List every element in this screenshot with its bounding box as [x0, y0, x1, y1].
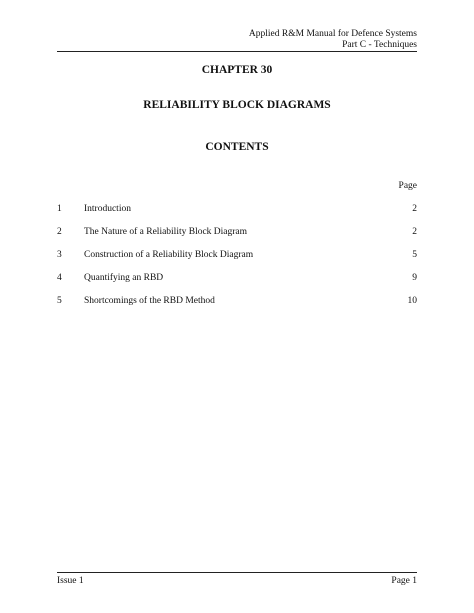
toc-entry-title[interactable]: Construction of a Reliability Block Diagram — [84, 250, 254, 260]
running-header — [249, 29, 417, 51]
toc-entry-page: 2 — [412, 227, 417, 237]
toc-entry-title[interactable]: Introduction — [84, 204, 131, 214]
header-part-title: Part C - Techniques — [342, 40, 417, 50]
toc-entry-title[interactable]: Shortcomings of the RBD Method — [84, 296, 215, 306]
toc-entry-number: 4 — [57, 273, 62, 283]
toc-entry-page: 2 — [412, 204, 417, 214]
header-manual-title: Applied R&M Manual for Defence Systems — [248, 29, 417, 39]
contents-heading: CONTENTS — [205, 141, 269, 153]
page-column-label: Page — [398, 181, 417, 191]
footer-page-number: Page 1 — [391, 576, 417, 586]
header-divider — [57, 51, 417, 52]
toc-entry-page: 10 — [407, 296, 417, 306]
toc-entry-number: 3 — [57, 250, 62, 260]
toc-entry[interactable] — [57, 295, 417, 307]
toc-entry[interactable] — [57, 203, 417, 215]
chapter-heading: CHAPTER 30 — [201, 64, 273, 76]
toc-entry-page: 5 — [412, 250, 417, 260]
toc-entry-title[interactable]: The Nature of a Reliability Block Diagram — [84, 227, 248, 237]
toc-entry[interactable] — [57, 226, 417, 238]
toc-entry-title[interactable]: Quantifying an RBD — [84, 273, 164, 283]
toc-entry-number: 2 — [57, 227, 62, 237]
toc-entry-number: 1 — [57, 204, 62, 214]
toc-entry-page: 9 — [412, 273, 417, 283]
toc-entry-number: 5 — [57, 296, 62, 306]
chapter-title: RELIABILITY BLOCK DIAGRAMS — [143, 99, 331, 111]
toc-entry[interactable] — [57, 272, 417, 284]
footer-divider — [57, 572, 417, 573]
toc-entry[interactable] — [57, 249, 417, 261]
footer-issue: Issue 1 — [57, 576, 84, 586]
